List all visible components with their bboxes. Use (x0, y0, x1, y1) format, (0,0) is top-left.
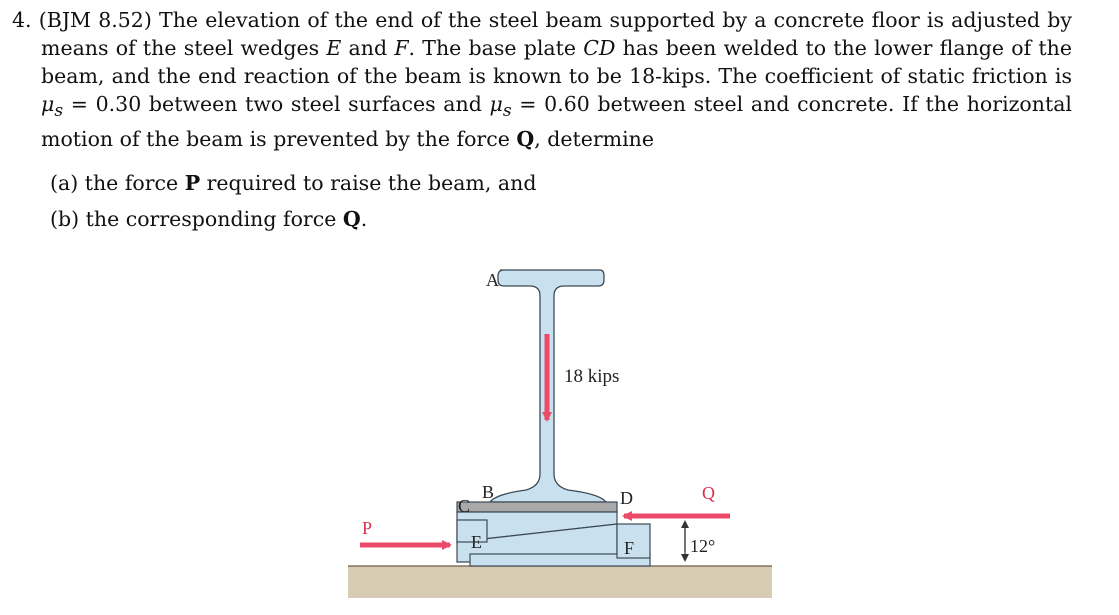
part-b-text-end: . (360, 207, 368, 231)
mu-sub-1: s (54, 101, 64, 122)
var-Q: Q (516, 127, 535, 152)
part-a-text-end: required to raise the beam, and (200, 171, 537, 195)
problem-text-1: The elevation of the end of the steel beam supported by a concrete floor is adjusted by means of the steel wedges (41, 8, 1072, 60)
mu-symbol-1: μ (41, 92, 55, 116)
label-E: E (471, 532, 482, 552)
problem-source: (BJM 8.52) (38, 8, 152, 32)
problem-text-eq1: = 0.30 between two steel surfaces and (63, 92, 490, 116)
label-Q: Q (702, 483, 715, 503)
part-a-text: the force (78, 171, 185, 195)
problem-text-eq2: = 0.60 between steel and concrete. If the horizontal motion of the beam is prevented by the force (41, 92, 1072, 152)
part-b-var: Q (342, 207, 361, 231)
base-plate-cd (457, 502, 617, 512)
mu-symbol-2: μ (489, 92, 503, 116)
beam-wedge-figure (340, 262, 780, 602)
part-b-text: the corresponding force (79, 207, 343, 231)
part-a-var: P (184, 171, 201, 195)
part-b-label: (b) (50, 207, 80, 231)
figure-svg (340, 262, 780, 602)
problem-text-3: has been welded to the lower flange of the beam, and the end reaction of the beam is known to be 18-kips. The coefficient of static friction is (41, 36, 1072, 88)
var-E: E (326, 36, 342, 60)
var-F: F (394, 36, 409, 60)
part-a (50, 165, 536, 201)
part-a-label: (a) (50, 171, 79, 195)
problem-paragraph (12, 6, 1072, 153)
label-C: C (458, 496, 471, 516)
problem-parts (50, 165, 536, 237)
part-b (50, 201, 536, 237)
label-D: D (620, 488, 633, 508)
problem-statement (12, 6, 1072, 153)
angle-label: 12° (690, 536, 716, 556)
load-label: 18 kips (564, 366, 620, 387)
problem-number: 4. (12, 8, 32, 32)
problem-text-and: and (341, 36, 395, 60)
label-A: A (486, 270, 499, 290)
label-F: F (624, 538, 635, 558)
label-B: B (482, 482, 495, 502)
problem-text-2: . The base plate (408, 36, 584, 60)
concrete-floor (348, 566, 772, 598)
problem-text-4: , determine (534, 127, 654, 152)
label-P: P (362, 518, 373, 538)
mu-sub-2: s (502, 101, 512, 122)
var-CD: CD (583, 36, 616, 60)
